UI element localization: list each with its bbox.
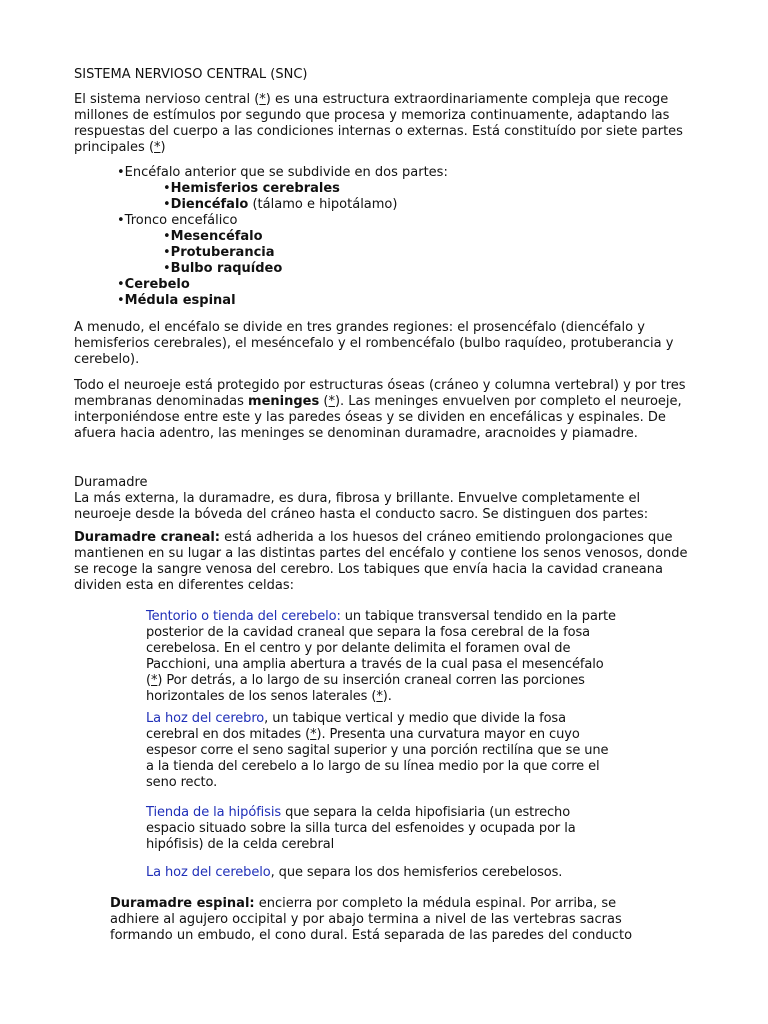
footnote-link[interactable]: * [150, 673, 158, 688]
bullet-icon: • [163, 245, 171, 260]
list-subitem: •Hemisferios cerebrales [163, 181, 340, 196]
hoz-cerebro-link[interactable]: La hoz del cerebro [146, 711, 265, 726]
intro-paragraph [74, 92, 683, 156]
hoz-cerebelo-paragraph: La hoz del cerebelo, que separa los dos hemisferios cerebelosos. [146, 865, 563, 880]
list-subitem: •Diencéfalo (tálamo e hipotálamo) [163, 197, 398, 212]
tentorio-paragraph: Tentorio o tienda del cerebelo: un tabique transversal tendido en la parte posterior de la cavidad craneal que separa la fosa cerebral de la fosa cerebelosa. En el centro y por delante delimita el foramen oval de Pacchioni, una amplia abertura a través de la cual pasa el mesencéfalo (*) Por detrás, a lo largo de su inserción craneal corren las porciones horizontales de los senos laterales (*). [146, 609, 616, 704]
list-subitem: •Mesencéfalo [163, 229, 263, 244]
hoz-cerebro-paragraph: La hoz del cerebro, un tabique vertical y medio que divide la fosa cerebral en dos mitades (*). Presenta una curvatura mayor en cuyo espesor corre el seno sagital superior y una porción rectilína que se une a la tienda del cerebelo a lo largo de su línea medio por la que corre el seno recto. [146, 711, 609, 790]
list-item: •Tronco encefálico [117, 213, 238, 228]
hipofisis-link[interactable]: Tienda de la hipófisis [146, 805, 282, 820]
bullet-icon: • [117, 165, 125, 180]
bullet-icon: • [117, 293, 125, 308]
footnote-link[interactable]: * [310, 727, 317, 742]
intro-line: millones de estímulos por segundo que procesa y memoriza continuamente, adaptando las [74, 108, 670, 123]
intro-line: principales (*) [74, 140, 166, 155]
term-label: Duramadre espinal: [110, 896, 255, 911]
bullet-icon: • [163, 261, 171, 276]
parts-list [117, 165, 448, 309]
list-subitem: •Protuberancia [163, 245, 275, 260]
intro-line: respuestas del cuerpo a las condiciones internas o externas. Está constituído por siete partes [74, 124, 683, 139]
meninges-paragraph: Todo el neuroeje está protegido por estructuras óseas (cráneo y columna vertebral) y por tres membranas denominadas meninges (*). Las meninges envuelven por completo el neuroeje, interponiéndose entre este y las paredes óseas y se dividen en encefálicas y espinales. De afuera hacia adentro, las meninges se denominan duramadre, aracnoides y piamadre. [74, 378, 686, 441]
tentorio-link[interactable]: Tentorio o tienda del cerebelo: [146, 609, 341, 624]
regions-paragraph: A menudo, el encéfalo se divide en tres grandes regiones: el prosencéfalo (diencéfalo y hemisferios cerebrales), el meséncefalo y el rombencéfalo (bulbo raquídeo, protuberancia y cerebelo). [74, 320, 674, 367]
bullet-icon: • [163, 181, 171, 196]
term-label: Duramadre craneal: [74, 530, 220, 545]
list-item: •Encéfalo anterior que se subdivide en dos partes: [117, 165, 448, 180]
footnote-link[interactable]: * [376, 689, 383, 704]
section-heading: Duramadre [74, 475, 148, 490]
footnote-link[interactable]: * [259, 92, 266, 107]
duramadre-section: Duramadre La más externa, la duramadre, es dura, fibrosa y brillante. Envuelve completamente el neuroeje desde la bóveda del cráneo hasta el conducto sacro. Se distinguen dos partes: [74, 475, 649, 522]
hoz-cerebelo-link[interactable]: La hoz del cerebelo [146, 865, 271, 880]
intro-line: El sistema nervioso central (*) es una estructura extraordinariamente compleja que recoge [74, 92, 669, 107]
bullet-icon: • [163, 229, 171, 244]
duramadre-craneal-paragraph: Duramadre craneal: está adherida a los huesos del cráneo emitiendo prolongaciones que mantienen en su lugar a las distintas partes del encéfalo y contiene los senos venosos, donde se recoge la sangre venosa del cerebro. Los tabiques que envía hacia la cavidad craneana dividen esta en diferentes celdas: [74, 530, 688, 593]
document-title: SISTEMA NERVIOSO CENTRAL (SNC) [74, 67, 308, 82]
list-item: •Cerebelo [117, 277, 190, 292]
footnote-link[interactable]: * [328, 394, 335, 409]
bullet-icon: • [117, 213, 125, 228]
list-item: •Médula espinal [117, 293, 236, 308]
footnote-link[interactable]: * [154, 140, 161, 155]
bullet-icon: • [163, 197, 171, 212]
duramadre-espinal-paragraph: Duramadre espinal: encierra por completo la médula espinal. Por arriba, se adhiere al agujero occipital y por abajo termina a nivel de las vertebras sacras formando un embudo, el cono dural. Está separada de las paredes del conducto [110, 896, 633, 943]
bullet-icon: • [117, 277, 125, 292]
hipofisis-paragraph: Tienda de la hipófisis que separa la celda hipofisiaria (un estrecho espacio situado sobre la silla turca del esfenoides y ocupada por la hipófisis) de la celda cerebral [146, 805, 576, 852]
list-subitem: •Bulbo raquídeo [163, 261, 283, 276]
